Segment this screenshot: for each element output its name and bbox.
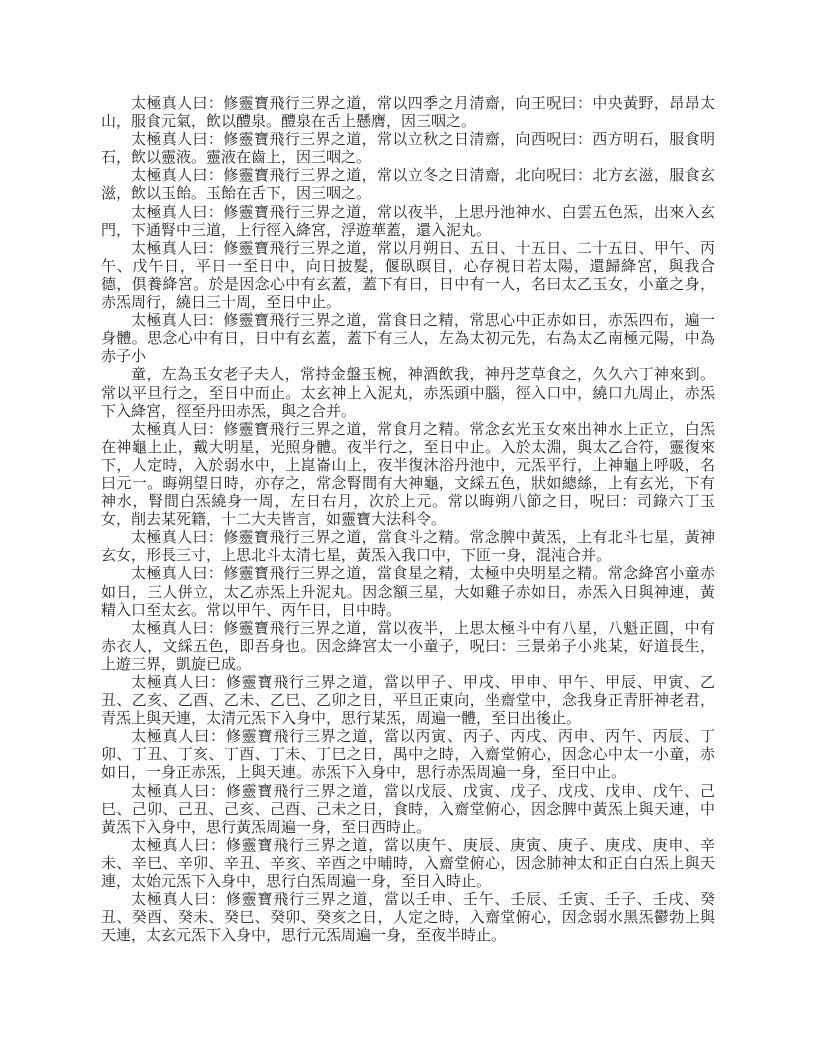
paragraph: 太極真人曰：修靈寶飛行三界之道，當以夜半，上思太極斗中有八星，八魁正圓，中有赤衣人，文綵五色，即吾身也。因念絳宮太一小童子，呪曰：三景弟子小兆某，好道長生，上遊三界，凱旋已成。 [101, 620, 715, 673]
paragraph: 童，左為玉女老子夫人，常持金盤玉椀，神酒飲我，神丹芝草食之，久久六丁神來到。常以平旦行之，至日中而止。太玄神上入泥丸，赤炁頭中腦，徑入口中，繞口九周止，赤炁下入絳宮，徑至丹田赤炁，與之合并。 [101, 367, 715, 420]
text-block [101, 95, 715, 945]
paragraph: 太極真人曰：修靈寶飛行三界之道，當以甲子、甲戌、甲申、甲午、甲辰、甲寅、乙丑、乙亥、乙酉、乙未、乙巳、乙卯之日，平旦正東向，坐齋堂中，念我身正青肝神老君，青炁上與天連，太清元炁下入身中，思行某炁，周遍一體，至日出後止。 [101, 675, 715, 728]
paragraph: 太極真人曰：修靈寶飛行三界之道，常以月朔日、五日、十五日、二十五日、甲午、丙午、戊午日，平日一至日中，向日披髮，偃臥暝目，心存視日若太陽，還歸絳宮，與我合德，俱養絳宮。於是因念心中有玄蓋，蓋下有日，日中有一人，名曰太乙玉女，小童之身，赤炁周行，繞日三十周，至日中止。 [101, 240, 715, 312]
paragraph: 太極真人曰：修靈寶飛行三界之道，常以夜半，上思丹池神水、白雲五色炁，出來入玄門，下通腎中三道，上行徑入絳宮，浮遊華蓋，還入泥丸。 [101, 204, 715, 239]
paragraph: 太極真人曰：修靈寶飛行三界之道，當以壬申、壬午、壬辰、壬寅、壬子、壬戌、癸丑、癸酉、癸未、癸巳、癸卯、癸亥之日，人定之時，入齋堂俯心，因念弱水黑炁鬱勃上與天連，太玄元炁下入身中，思行元炁周遍一身，至夜半時止。 [101, 892, 715, 945]
paragraph: 太極真人曰：修靈寶飛行三界之道，常以立秋之日清齋，向西呪曰：西方明石，服食明石，飲以靈液。靈液在齒上，因三咽之。 [101, 132, 715, 167]
paragraph: 太極真人曰：修靈寶飛行三界之道，常以立冬之日清齋，北向呪曰：北方玄滋，服食玄滋，飲以玉飴。玉飴在舌下，因三咽之。 [101, 168, 715, 203]
paragraph: 太極真人曰：修靈寶飛行三界之道，常食月之精。常念玄光玉女來出神水上正立，白炁在神龜上止，戴大明星，光照身體。夜半行之，至日中止。入於太淵，與太乙合符，靈復來下，人定時，入於弱水中，上崑崙山上，夜半復沐浴丹池中，元炁平行，上神龜上呼吸，名曰元一。晦朔望日時，亦存之，常念腎間有大神龜，文綵五色，狀如總絲，上有玄光，下有神水，腎間白炁繞身一周，左日右月，次於上元。常以晦朔八節之日，呪曰：司錄六丁玉女，削去某死籍，十二大夫皆言，如靈寶大法科令。 [101, 421, 715, 529]
paragraph: 太極真人曰：修靈寶飛行三界之道，常以四季之月清齋，向王呪曰：中央黃野，昂昂太山，服食元氣，飲以醴泉。醴泉在舌上懸膺，因三咽之。 [101, 96, 715, 131]
paragraph: 太極真人曰：修靈寶飛行三界之道，當以戊辰、戊寅、戊子、戊戌、戊申、戊午、己巳、己卯、己丑、己亥、己酉、己未之日，食時，入齋堂俯心，因念脾中黃炁上與天連，中黃炁下入身中，思行黃炁周遍一身，至日西時止。 [101, 783, 715, 836]
paragraph: 太極真人曰：修靈寶飛行三界之道，當以庚午、庚辰、庚寅、庚子、庚戌、庚申、辛未、辛巳、辛卯、辛丑、辛亥、辛酉之中晡時，入齋堂俯心，因念肺神太和正白白炁上與天連，太始元炁下入身中，思行白炁周遍一身，至日入時止。 [101, 837, 715, 891]
paragraph: 太極真人曰：修靈寶飛行三界之道，當食日之精，常思心中正赤如日，赤炁四布，遍一身體。思念心中有日，日中有玄蓋，蓋下有三人，左為太初元先，右為太乙南極元陽，中為赤子小 [101, 313, 715, 366]
paragraph: 太極真人曰：修靈寶飛行三界之道，當食星之精，太極中央明星之精。常念絳宮小童赤如日，三人併立，太乙赤炁上升泥丸。因念額三星，大如雞子赤如日，赤炁入日與神連，黃精入口至太玄。常以甲午、丙午日，日中時。 [101, 566, 715, 619]
paragraph: 太極真人曰：修靈寶飛行三界之道，當食斗之精。常念脾中黃炁，上有北斗七星，黃神玄女，形長三寸，上思北斗太清七星，黃炁入我口中，下匝一身，混沌合并。 [101, 530, 715, 565]
paragraph: 太極真人曰：修靈寶飛行三界之道，當以丙寅、丙子、丙戌、丙申、丙午、丙辰、丁卯、丁丑、丁亥、丁酉、丁未、丁巳之日，禺中之時，入齋堂俯心，因念心中太一小童，赤如日，一身正赤炁，上與天連。赤炁下入身中，思行赤炁周遍一身，至日中止。 [101, 729, 715, 782]
